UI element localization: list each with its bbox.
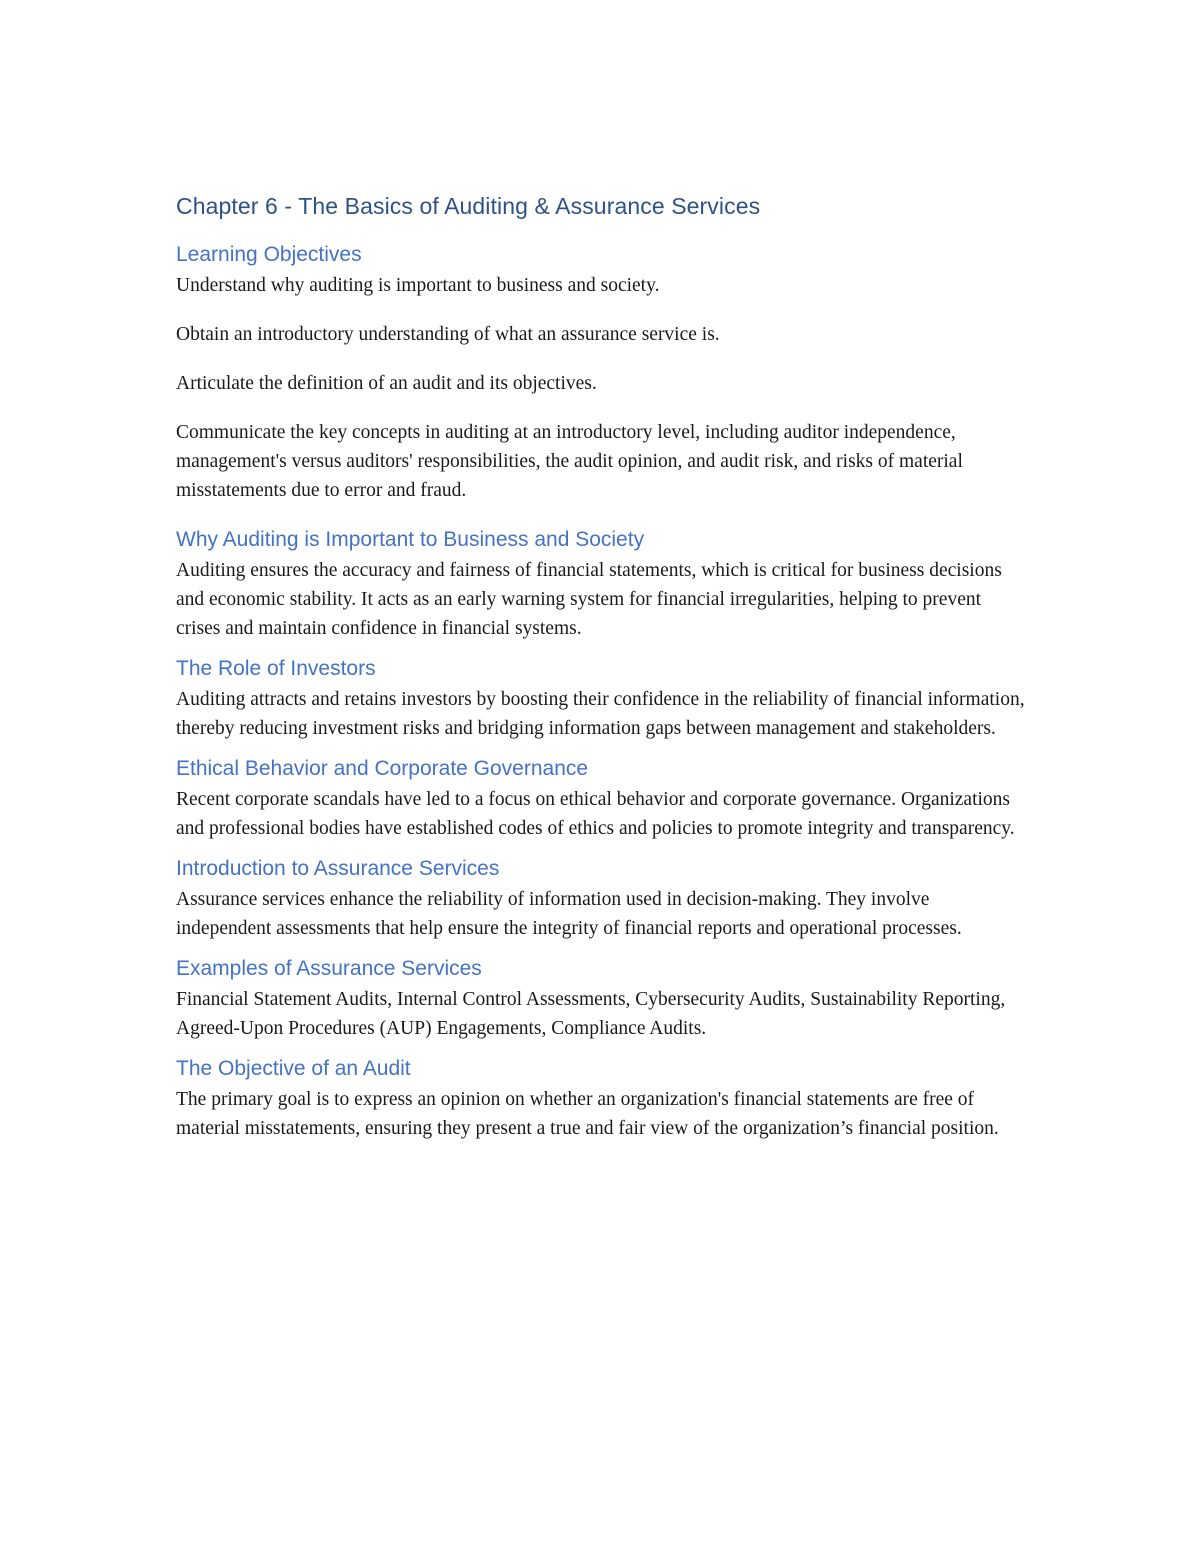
learning-objectives-section: [176, 240, 1026, 505]
section-heading: Introduction to Assurance Services: [176, 857, 500, 880]
section-audit-objective: [176, 1054, 1026, 1143]
section-assurance-services-intro: [176, 854, 1026, 943]
section-body: Financial Statement Audits, Internal Control Assessments, Cybersecurity Audits, Sustainability Reporting, Agreed-Upon Procedures (AUP) Engagements, Compliance Audits.: [176, 989, 1006, 1039]
objective-item: Understand why auditing is important to business and society.: [176, 275, 660, 296]
section-body: Recent corporate scandals have led to a focus on ethical behavior and corporate governance. Organizations and professional bodies have established codes of ethics and policies to promote integrity and transparency.: [176, 789, 1015, 839]
section-role-of-investors: [176, 654, 1026, 743]
section-heading: Ethical Behavior and Corporate Governance: [176, 757, 589, 780]
section-body: The primary goal is to express an opinion on whether an organization's financial statements are free of material misstatements, ensuring they present a true and fair view of the organization’s financial position.: [176, 1089, 999, 1139]
section-why-auditing: [176, 525, 1026, 643]
document-page: [176, 190, 1026, 1154]
section-heading: The Objective of an Audit: [176, 1057, 411, 1080]
page-title: Chapter 6 - The Basics of Auditing & Assurance Services: [176, 193, 761, 219]
section-ethical-behavior: [176, 754, 1026, 843]
section-heading: Examples of Assurance Services: [176, 957, 482, 980]
section-body: Auditing attracts and retains investors by boosting their confidence in the reliability of financial information, thereby reducing investment risks and bridging information gaps between management and stakeholders.: [176, 689, 1025, 739]
section-body: Assurance services enhance the reliability of information used in decision-making. They involve independent assessments that help ensure the integrity of financial reports and operational processes.: [176, 889, 962, 939]
objective-item: Communicate the key concepts in auditing at an introductory level, including auditor independence, management's versus auditors' responsibilities, the audit opinion, and audit risk, and risks of material misstatements due to error and fraud.: [176, 422, 963, 501]
section-body: Auditing ensures the accuracy and fairness of financial statements, which is critical for business decisions and economic stability. It acts as an early warning system for financial irregularities, helping to prevent crises and maintain confidence in financial systems.: [176, 560, 1002, 639]
objective-item: Articulate the definition of an audit and its objectives.: [176, 373, 597, 394]
section-heading: Why Auditing is Important to Business and Society: [176, 528, 645, 551]
section-assurance-examples: [176, 954, 1026, 1043]
section-heading: The Role of Investors: [176, 657, 376, 680]
section-heading: Learning Objectives: [176, 243, 362, 266]
objective-item: Obtain an introductory understanding of what an assurance service is.: [176, 324, 720, 345]
